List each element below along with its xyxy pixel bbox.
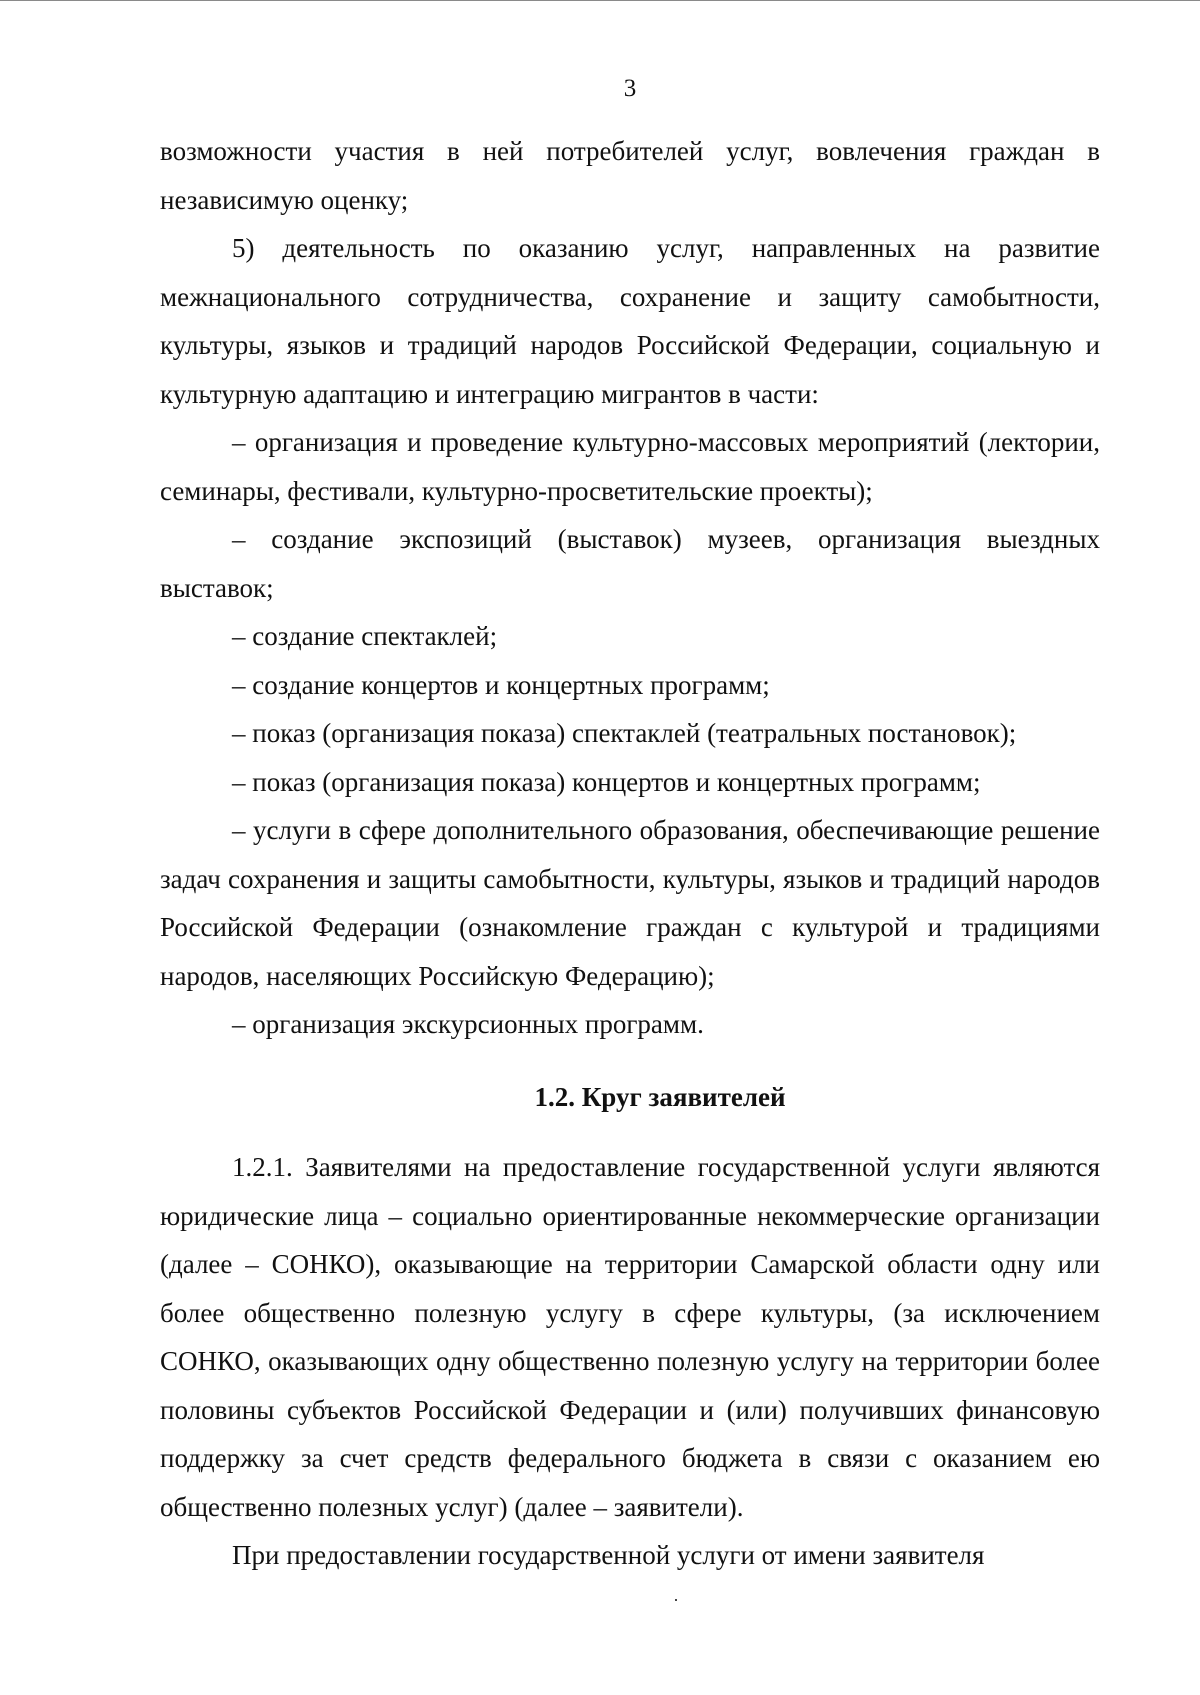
paragraph: возможности участия в ней потребителей услуг, вовлечения граждан в независимую оценку; (160, 136, 1100, 215)
paragraph: 5) деятельность по оказанию услуг, направленных на развитие межнационального сотрудничества, сохранение и защиту самобытности, культуры, языков и традиций народов Российской Федерации, социальную и культурную адаптацию и интеграцию мигрантов в части: (160, 233, 1100, 409)
list-item: – организация экскурсионных программ. (232, 1009, 704, 1039)
document-body (160, 127, 1100, 1580)
paragraph: При предоставлении государственной услуги от имени заявителя (232, 1540, 985, 1570)
page-number: 3 (623, 75, 637, 102)
list-item: – создание концертов и концертных программ; (232, 669, 770, 700)
list-item: – показ (организация показа) спектаклей (театральных постановок); (232, 718, 1017, 748)
list-item: – услуги в сфере дополнительного образования, обеспечивающие решение задач сохранения и защиты самобытности, культуры, языков и традиций народов Российской Федерации (ознакомление граждан с культурой и традициями народов, населяющих Российскую Федерацию); (160, 815, 1100, 991)
list-item: – показ (организация показа) концертов и концертных программ; (232, 766, 981, 797)
paragraph: 1.2.1. Заявителями на предоставление государственной услуги являются юридические лица – социально ориентированные некоммерческие организации (далее – СОНКО), оказывающие на территории Самарской области одну или более общественно полезную услугу в сфере культуры, (за исключением СОНКО, оказывающих одну общественно полезную услугу на территории более половины субъектов Российской Федерации и (или) получивших финансовую поддержку за счет средств федерального бюджета в связи с оказанием ею общественно полезных услуг) (далее – заявители). (160, 1152, 1100, 1522)
list-item: – создание спектаклей; (232, 621, 498, 651)
scan-mark (675, 1599, 677, 1601)
list-item: – создание экспозиций (выставок) музеев, организация выездных выставок; (160, 524, 1100, 603)
list-item: – организация и проведение культурно-массовых мероприятий (лектории, семинары, фестивали, культурно-просветительские проекты); (160, 427, 1100, 506)
section-heading: 1.2. Круг заявителей (534, 1081, 786, 1112)
